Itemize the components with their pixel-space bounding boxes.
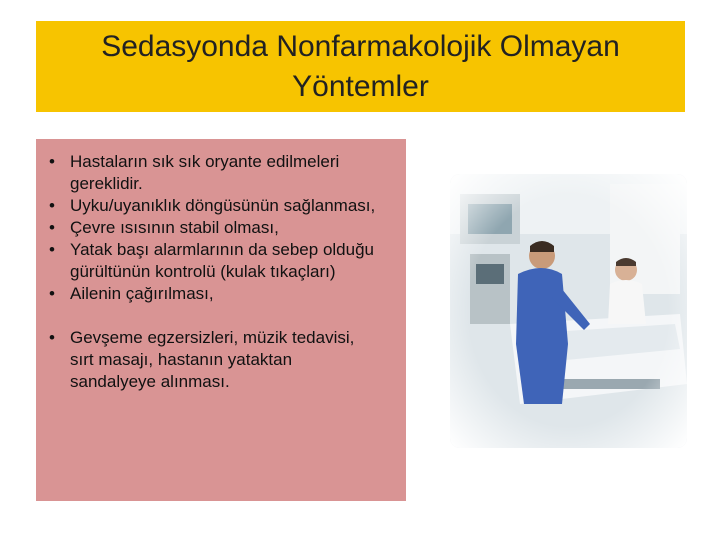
hospital-room-illustration [450,174,687,448]
bullet-symbol: • [49,284,55,303]
bullet-item [36,327,406,393]
bullet-text: Ailenin çağırılması, [70,284,214,303]
bullet-item [36,283,406,305]
title-line-2: Yöntemler [292,69,429,103]
bullet-text: Yatak başı alarmlarının da sebep olduğu gürültünün kontrolü (kulak tıkaçları) [70,240,374,281]
bullet-item [36,151,406,195]
bullet-item [36,239,406,283]
bullet-text: Gevşeme egzersizleri, müzik tedavisi, sırt masajı, hastanın yataktan sandalyeye alınması. [70,328,355,391]
bullet-symbol: • [49,218,55,237]
bullet-text: Hastaların sık sık oryante edilmeleri gereklidir. [70,152,340,193]
bullet-symbol: • [49,328,55,347]
bullet-symbol: • [49,196,55,215]
bullet-symbol: • [49,152,55,171]
bullet-symbol: • [49,240,55,259]
hospital-photo [450,174,687,448]
bullet-spacer [36,305,406,327]
bullet-panel [36,139,406,501]
bullet-item [36,195,406,217]
bullet-text: Uyku/uyanıklık döngüsünün sağlanması, [70,196,376,215]
bullet-text: Çevre ısısının stabil olması, [70,218,279,237]
bullet-item [36,217,406,239]
title-banner [36,21,685,112]
slide-title [101,27,620,107]
title-line-1: Sedasyonda Nonfarmakolojik Olmayan [101,29,620,63]
bullet-list [36,139,406,393]
